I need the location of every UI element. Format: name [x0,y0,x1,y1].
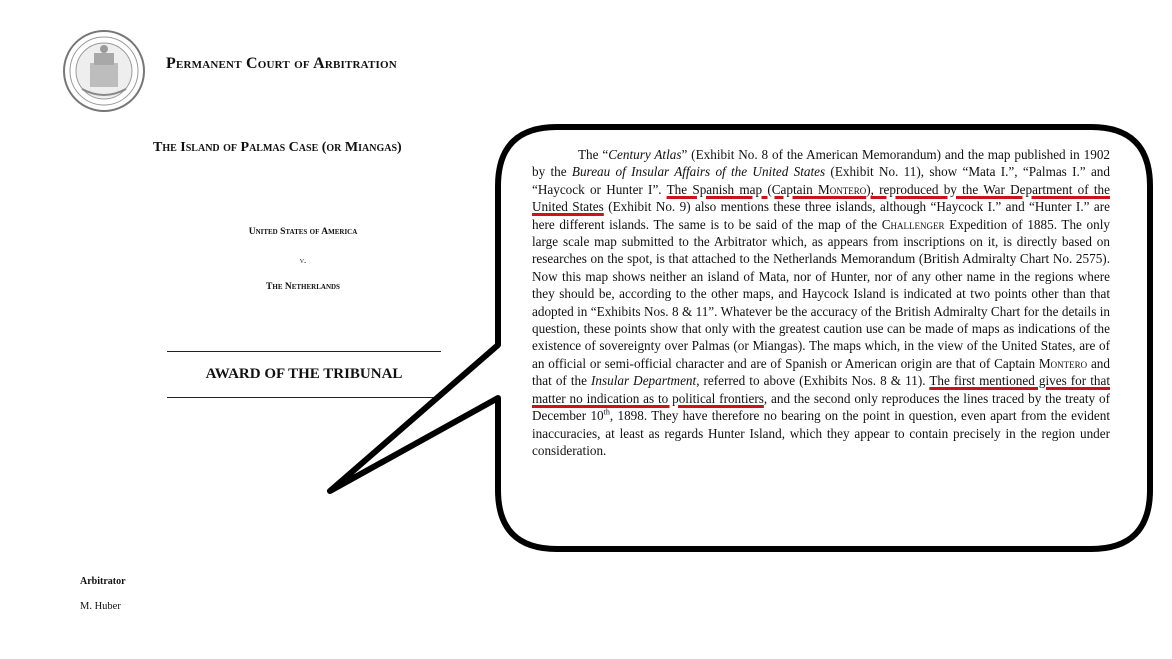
party-1: United States of America [248,227,358,237]
highlighted-passage-1: The Spanish map (Captain Montero), reproduced by the War Department of the United States [532,181,1110,215]
award-excerpt [532,146,1110,459]
party-2: The Netherlands [266,282,340,292]
versus-label: v. [299,255,307,265]
court-name: Permanent Court of Arbitration [166,55,397,72]
arbitrator-name: M. Huber [80,601,121,612]
highlighted-passage-2: The first mentioned gives for that matter no indication as to political frontiers [532,373,1110,406]
arbitrator-label: Arbitrator [80,576,126,587]
award-title: AWARD OF THE TRIBUNAL [205,366,403,382]
excerpt-paragraph: The “Century Atlas” (Exhibit No. 8 of the American Memorandum) and the map published in 1902 by the Bureau of Insular Affairs of the United States (Exhibit No. 11), show “Mata I.”, “Palmas I.” and “Haycock or Hunter I”. The Spanish map (Captain Montero), reproduced by the War Department of the United States (Exhibit No. 9) also mentions these three islands, although “Haycock I.” and “Hunter I.” are here different islands. The same is to be said of the map of the Challenger Expedition of 1885. The only large scale map submitted to the Arbitrator which, as appears from inscriptions on it, is directly based on researches on the spot, is that attached to the Netherlands Memorandum (British Admiralty Chart No. 2575). Now this map shows neither an island of Mata, nor of Hunter, nor of any other name in the regions where they should be, according to the other maps, and Haycock Island is indicated at two points other than that adopted in “Exhibits Nos. 8 & 11”. Whatever be the accuracy of the British Admiralty Chart for the details in question, these points show that only with the greatest caution use can be made of maps as indications of the existence of sovereignty over Palmas (or Miangas). The maps which, in the view of the United States, are of an official or semi-official character and are of Spanish or American origin are that of Captain Montero and that of the Insular Department, referred to above (Exhibits Nos. 8 & 11). The first mentioned gives for that matter no indication as to political frontiers, and the second only reproduces the lines traced by the treaty of December 10th, 1898. They have therefore no bearing on the point in question, even apart from the evident inaccuracies, at least as regards Hunter Island, which they appear to contain precisely in the region under consideration. [532,147,1111,458]
case-title: The Island of Palmas Case (or Miangas) [153,140,402,155]
